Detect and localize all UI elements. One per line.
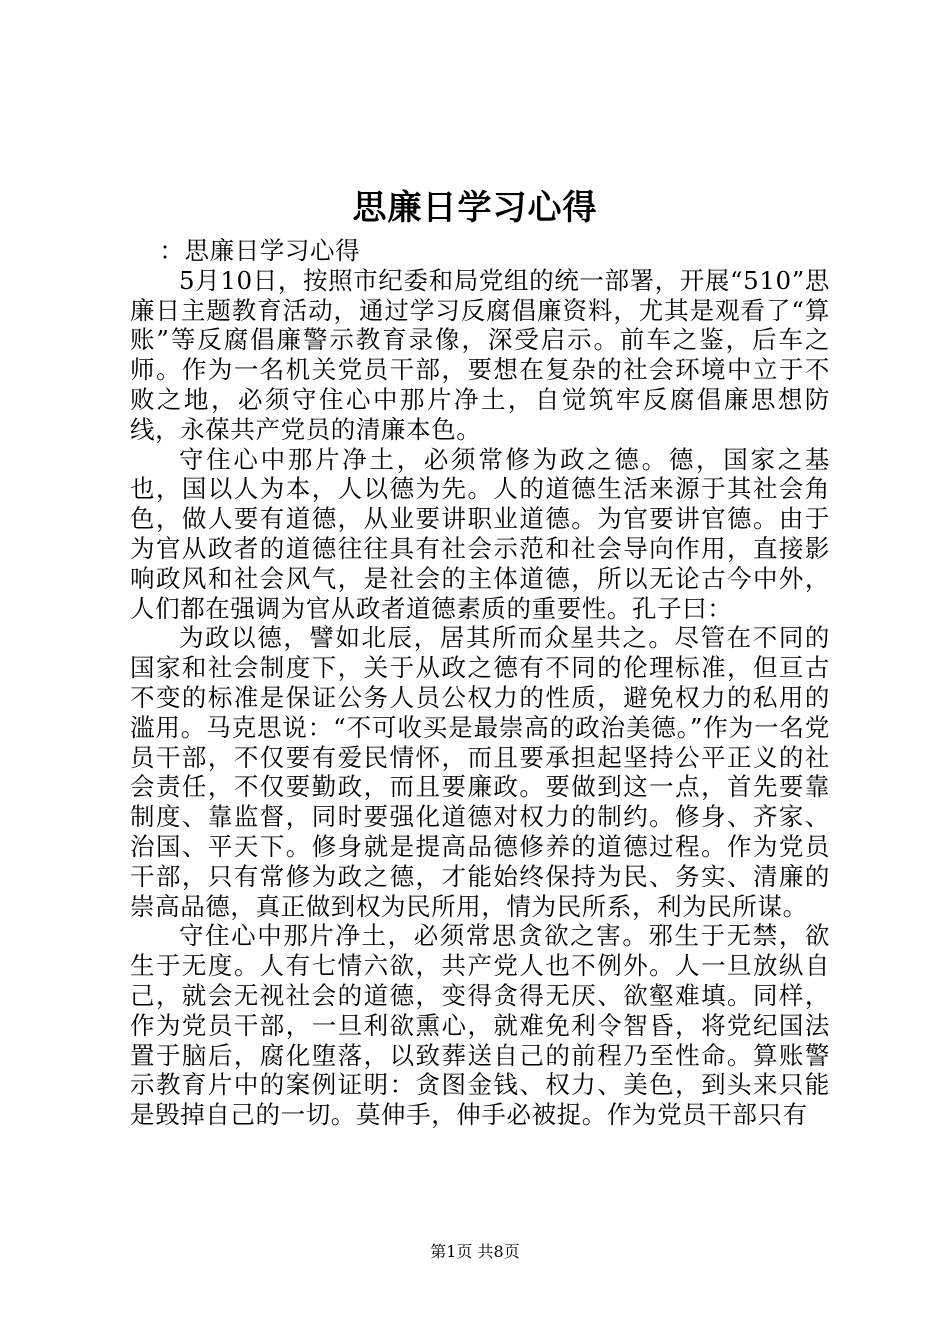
document-subtitle: ：思廉日学习心得 — [159, 236, 361, 265]
paragraph: 守住心中那片净土，必须常修为政之德。德，国家之基也，国以人为本，人以德为先。人的道德生活来源于其社会角色，做人要有道德，从业要讲职业道德。为官要讲官德。由于为官从政者的道德往往具有社会示范和社会导向作用，直接影响政风和社会风气，是社会的主体道德，所以无论古今中外，人们都在强调为官从政者道德素质的重要性。孔子曰： — [130, 444, 830, 623]
document-title: 思廉日学习心得 — [352, 188, 598, 228]
paragraph: 为政以德，譬如北辰，居其所而众星共之。尽管在不同的国家和社会制度下，关于从政之德有不同的伦理标准，但亘古不变的标准是保证公务人员公权力的性质，避免权力的私用的滥用。马克思说：“不可收买是最崇高的政治美德。”作为一名党员干部，不仅要有爱民情怀，而且要承担起坚持公平正义的社会责任，不仅要勤政，而且要廉政。要做到这一点，首先要靠制度、靠监督，同时要强化道德对权力的制约。修身、齐家、治国、平天下。修身就是提高品德修养的道德过程。作为党员干部，只有常修为政之德，才能始终保持为民、务实、清廉的崇高品德，真正做到权为民所用，情为民所系，利为民所谋。 — [130, 623, 830, 921]
paragraph: 5月10日，按照市纪委和局党组的统一部署，开展“510”思廉日主题教育活动，通过学习反腐倡廉资料，尤其是观看了“算账”等反腐倡廉警示教育录像，深受启示。前车之鉴，后车之师。作为一名机关党员干部，要想在复杂的社会环境中立于不败之地，必须守住心中那片净土，自觉筑牢反腐倡廉思想防线，永葆共产党员的清廉本色。 — [130, 265, 830, 444]
paragraph: 守住心中那片净土，必须常思贪欲之害。邪生于无禁，欲生于无度。人有七情六欲，共产党人也不例外。人一旦放纵自己，就会无视社会的道德，变得贪得无厌、欲壑难填。同样，作为党员干部，一旦利欲熏心，就难免利令智昏，将党纪国法置于脑后，腐化堕落，以致葬送自己的前程乃至性命。算账警示教育片中的案例证明：贪图金钱、权力、美色，到头来只能是毁掉自己的一切。莫伸手，伸手必被捉。作为党员干部只有 — [130, 921, 830, 1130]
page-number-footer: 第1页 共8页 — [430, 1242, 520, 1261]
document-body — [130, 236, 830, 1130]
